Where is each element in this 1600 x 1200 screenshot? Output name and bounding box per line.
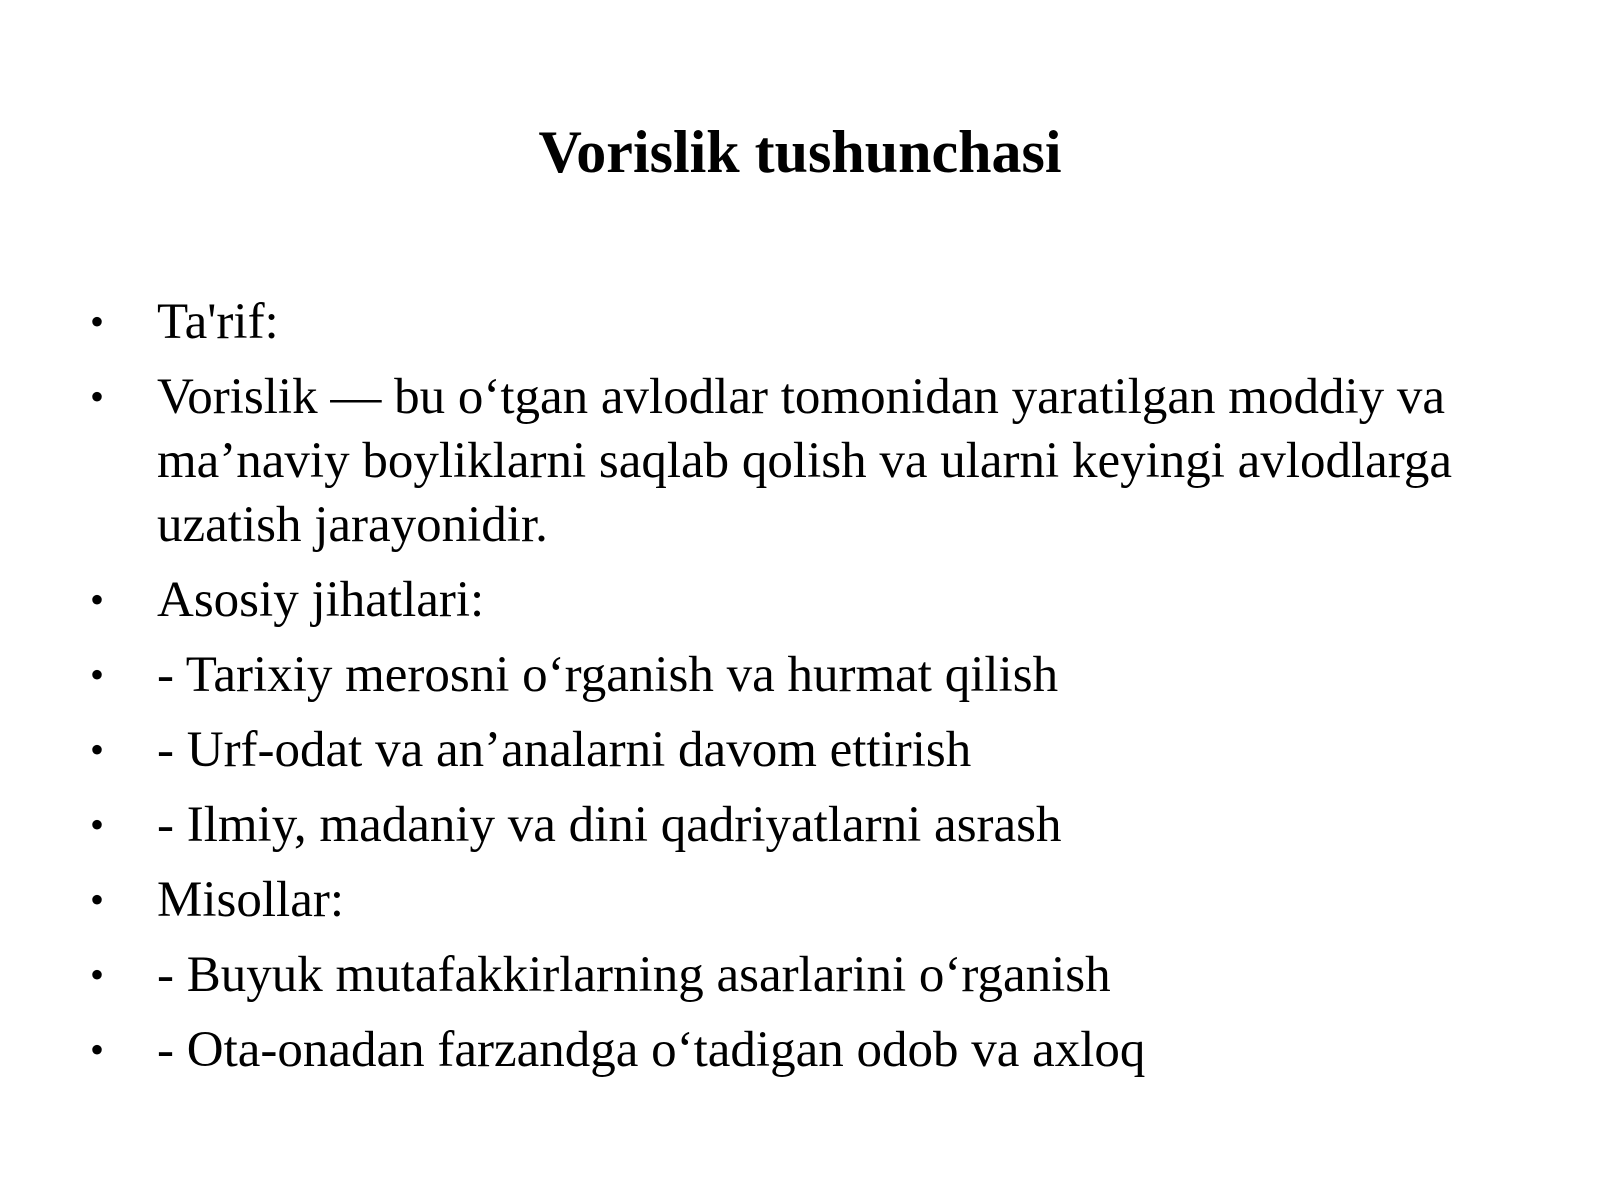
bullet-dot-icon: • (90, 952, 105, 997)
bullet-dot-icon: • (90, 652, 105, 697)
bullet-text: - Tarixiy merosni o‘rganish va hurmat qilish (157, 647, 1059, 703)
bullet-text: Ta'rif: (157, 294, 279, 350)
bullet-item-example-upbringing (90, 1018, 1530, 1082)
slide-title: Vorislik tushunchasi (538, 119, 1062, 185)
bullet-item-definition (90, 365, 1530, 557)
bullet-dot-icon: • (90, 374, 105, 419)
bullet-text: Misollar: (157, 872, 344, 928)
bullet-text: - Ilmiy, madaniy va dini qadriyatlarni asrash (157, 797, 1062, 853)
bullet-dot-icon: • (90, 299, 105, 344)
bullet-item-example-thinkers (90, 943, 1530, 1007)
bullet-dot-icon: • (90, 877, 105, 922)
bullet-item-examples (90, 868, 1530, 932)
bullet-text: - Urf-odat va an’analarni davom ettirish (157, 722, 972, 778)
bullet-text: Asosiy jihatlari: (157, 572, 485, 628)
bullet-dot-icon: • (90, 802, 105, 847)
bullet-dot-icon: • (90, 1027, 105, 1072)
bullet-item-aspect-values (90, 793, 1530, 857)
bullet-dot-icon: • (90, 577, 105, 622)
bullet-item-main-aspects (90, 568, 1530, 632)
bullet-item-aspect-traditions (90, 718, 1530, 782)
bullet-list (90, 290, 1530, 1093)
bullet-text: - Ota-onadan farzandga o‘tadigan odob va axloq (157, 1022, 1146, 1078)
bullet-item-tarif (90, 290, 1530, 354)
bullet-text: Vorislik — bu o‘tgan avlodlar tomonidan yaratilgan moddiy va ma’naviy boyliklarni saqlab qolish va ularni keyingi avlodlarga uzatish jarayonidir. (157, 369, 1452, 553)
bullet-text: - Buyuk mutafakkirlarning asarlarini o‘rganish (157, 947, 1111, 1003)
bullet-item-aspect-history (90, 643, 1530, 707)
bullet-dot-icon: • (90, 727, 105, 772)
